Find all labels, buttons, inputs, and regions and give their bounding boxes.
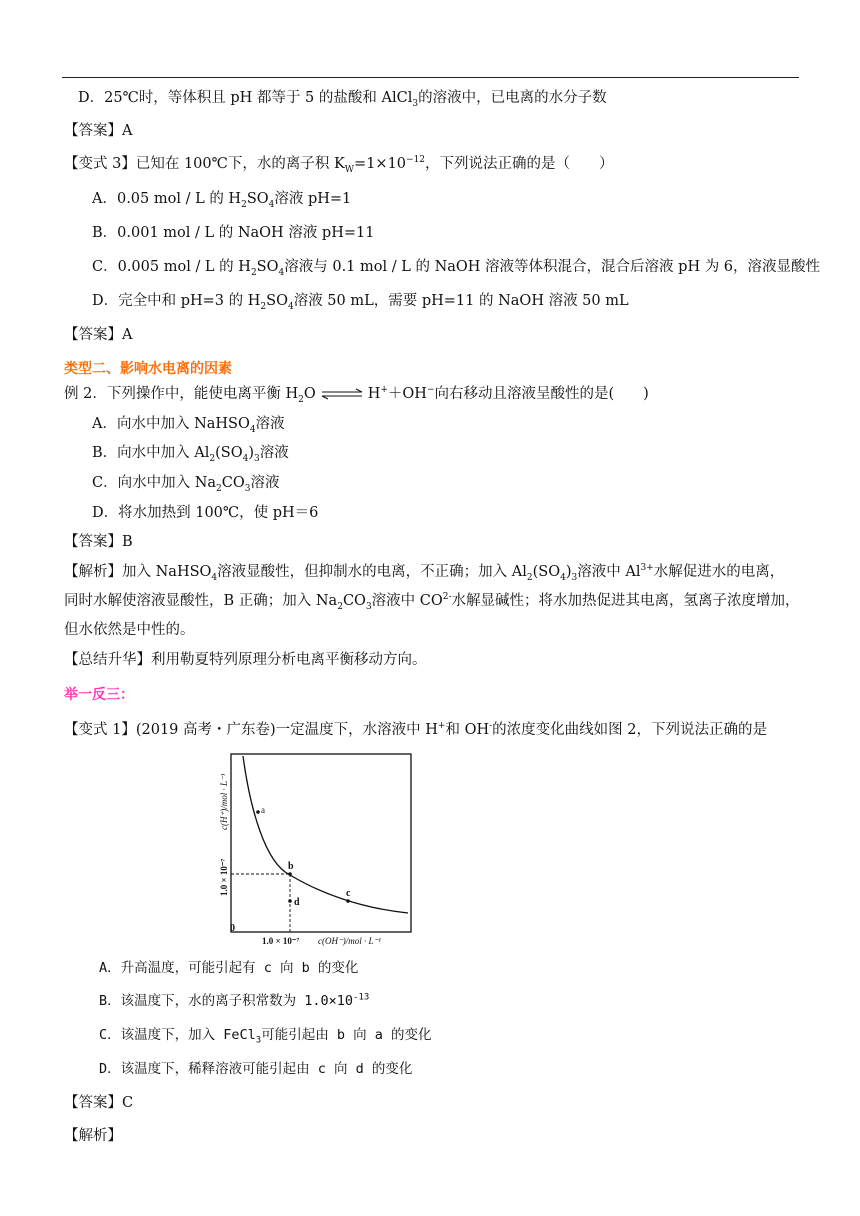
origin-label: 0 (230, 923, 235, 934)
example-2-question: 例 2．下列操作中，能使电离平衡 $H_2O$ H+＋OH−向右移动且溶液呈酸性的是( ) (64, 385, 649, 405)
variant-3-option-b: B．0.001 mol / L 的 NaOH 溶液 pH=11 (92, 225, 375, 241)
label-a: a (261, 805, 265, 815)
variant-3-option-d: D．完全中和 pH=3 的 $H_2SO_4$溶液 50 mL，需要 pH=11 的 NaOH 溶液 50 mL (92, 293, 629, 312)
equilibrium-arrow-icon (320, 388, 364, 400)
variant-3-option-c: C．0.005 mol / L 的 $H_2SO_4$溶液与 0.1 mol / L 的 NaOH 溶液等体积混合，混合后溶液 pH 为 6，溶液显酸性 (92, 259, 821, 278)
variant-3-option-a: A．0.05 mol / L 的 $H_2SO_4$溶液 pH=1 (92, 191, 352, 210)
example-2-option-a: A．向水中加入 NaHSO$_4$溶液 (92, 416, 285, 435)
variant-1-option-c: C．该温度下，加入 FeCl$_3$可能引起由 b 向 a 的变化 (99, 1027, 432, 1046)
example-2-option-d: D．将水加热到 100℃，使 pH＝6 (92, 505, 319, 521)
option-d-prev: D．25℃时，等体积且 pH 都等于 5 的盐酸和 AlCl$_3$的溶液中，已电离的水分子数 (78, 90, 607, 109)
answer-2: 【答案】A (64, 327, 133, 343)
analysis-line-1: 【解析】加入 NaHSO$_4$溶液显酸性，但抑制水的电离，不正确；加入 $Al_2(SO_4)_3$溶液中 $Al^{3+}$水解促进水的电离， (64, 563, 785, 583)
answer-3: 【答案】B (64, 534, 133, 550)
point-d (288, 899, 292, 903)
answer-4: 【答案】C (64, 1095, 134, 1111)
example-2-option-b: B．向水中加入 $Al_2(SO_4)_3$溶液 (92, 445, 289, 464)
analysis-line-2: 同时水解使溶液显酸性，B 正确；加入 $Na_2CO_3$溶液中 $CO^{2-}$水解显碱性；将水加热促进其电离，氢离子浓度增加， (64, 592, 800, 612)
variant-1-option-b: B．该温度下，水的离子积常数为 $1.0\times 10^{-13}$ (99, 992, 370, 1009)
variant-1-option-a: A．升高温度，可能引起有 c 向 b 的变化 (99, 960, 359, 976)
plot-frame (231, 754, 411, 932)
section-heading-2: 类型二、影响水电离的因素 (64, 361, 232, 377)
x-axis-label: c(OH⁻)/mol · L⁻¹ (318, 936, 381, 946)
example-2-option-c: C．向水中加入 $Na_2CO_3$溶液 (92, 475, 280, 494)
variant-3-question: 【变式 3】已知在 100℃下，水的离子积 $K_W=1\times 10^{-12}$，下列说法正确的是（ ） (64, 155, 614, 175)
y-tick-label: 1.0 × 10⁻⁷ (219, 858, 229, 896)
analysis-4: 【解析】 (64, 1128, 122, 1144)
label-b: b (288, 861, 294, 872)
x-tick-label: 1.0 × 10⁻⁷ (262, 936, 300, 946)
header-rule (62, 77, 799, 78)
concentration-curve-figure (210, 748, 420, 948)
point-a (256, 810, 260, 814)
label-d: d (294, 897, 300, 908)
point-c (346, 899, 350, 903)
practice-heading: 举一反三： (64, 687, 134, 703)
variant-1-question: 【变式 1】(2019 高考・广东卷)一定温度下，水溶液中 H+和 OH-的浓度变化曲线如图 2，下列说法正确的是 (64, 721, 768, 738)
label-c: c (346, 888, 351, 899)
curve-line (243, 756, 408, 913)
answer-1: 【答案】A (64, 123, 133, 139)
analysis-line-3: 但水依然是中性的。 (64, 622, 195, 638)
y-axis-label: c(H⁺)/mol · L⁻¹ (219, 773, 229, 830)
variant-1-option-d: D．该温度下，稀释溶液可能引起由 c 向 d 的变化 (99, 1061, 413, 1077)
summary: 【总结升华】利用勒夏特列原理分析电离平衡移动方向。 (64, 652, 427, 668)
point-b (288, 872, 292, 876)
